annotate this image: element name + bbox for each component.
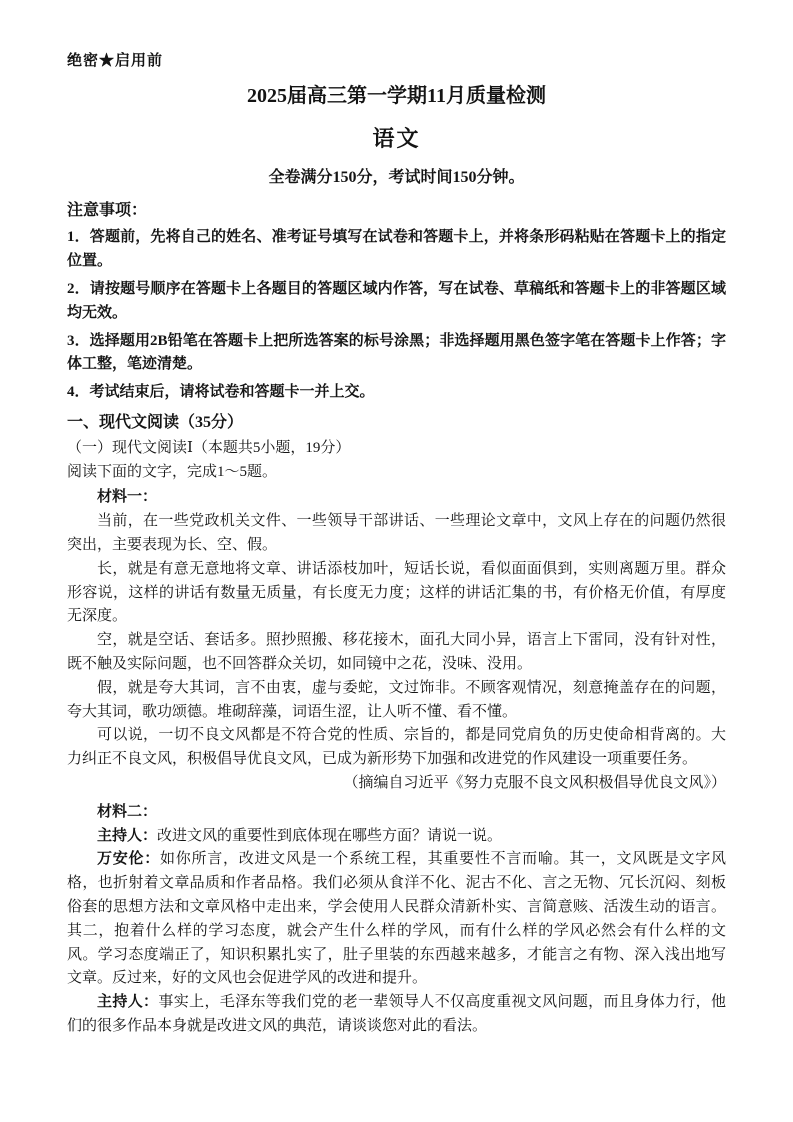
speaker-name: 主持人： xyxy=(97,827,158,844)
material-one-paragraph-5: 可以说，一切不良文风都是不符合党的性质、宗旨的，都是同党肩负的历史使命相背离的。大力纠正不良文风，积极倡导优良文风，已成为新形势下加强和改进党的作风建设一项重要任务。 xyxy=(67,727,726,768)
notice-item-3: 3．选择题用2B铅笔在答题卡上把所选答案的标号涂黑；非选择题用黑色签字笔在答题卡上作答；字体工整，笔迹清楚。 xyxy=(67,332,726,373)
subsection-heading: （一）现代文阅读Ⅰ（本题共5小题，19分） xyxy=(67,439,351,456)
exam-title: 2025届高三第一学期11月质量检测 xyxy=(247,84,546,107)
classification-label: 绝密★启用前 xyxy=(67,53,164,69)
material-two-label: 材料二： xyxy=(97,803,158,820)
dialogue-text: 改进文风的重要性到底体现在哪些方面？请说一说。 xyxy=(157,827,503,844)
reading-instruction: 阅读下面的文字，完成1～5题。 xyxy=(67,463,278,480)
material-one-attribution: （摘编自习近平《努力克服不良文风积极倡导优良文风》） xyxy=(343,774,726,791)
dialogue-line-2 xyxy=(67,848,726,991)
dialogue-text: 如你所言，改进文风是一个系统工程，其重要性不言而喻。其一，文风既是文字风格，也折射着文章品质和作者品格。我们必须从食洋不化、泥古不化、言之无物、冗长沉闷、刻板俗套的思想方法和文章风格中走出来，学会使用人民群众清新朴实、言简意赅、活泼生动的语言。其二，抱着什么样的学习态度，就会产生什么样的学风，而有什么样的学风必然会有什么样的文风。学习态度端正了，知识积累扎实了，肚子里装的东西越来越多，才能言之有物、深入浅出地写文章。反过来，好的文风也会促进学风的改进和提升。 xyxy=(67,851,726,987)
score-info: 全卷满分150分，考试时间150分钟。 xyxy=(268,168,525,186)
subject-title: 语文 xyxy=(372,125,421,151)
notice-item-4: 4．考试结束后，请将试卷和答题卡一并上交。 xyxy=(67,384,375,401)
speaker-name: 万安伦： xyxy=(97,851,160,868)
notice-item-1: 1．答题前，先将自己的姓名、准考证号填写在试卷和答题卡上，并将条形码粘贴在答题卡上的指定位置。 xyxy=(67,229,726,270)
material-one-paragraph-4: 假，就是夸大其词，言不由衷，虚与委蛇，文过饰非。不顾客观情况，刻意掩盖存在的问题，夸大其词，歌功颂德。堆砌辞藻，词语生涩，让人听不懂、看不懂。 xyxy=(67,679,726,720)
speaker-name: 主持人： xyxy=(97,994,159,1011)
dialogue-line-3 xyxy=(67,991,726,1039)
section-one-heading: 一、现代文阅读（35分） xyxy=(67,413,244,431)
dialogue-text: 事实上，毛泽东等我们党的老一辈领导人不仅高度重视文风问题，而且身体力行，他们的很多作品本身就是改进文风的典范，请谈谈您对此的看法。 xyxy=(67,994,726,1034)
material-one-label: 材料一： xyxy=(97,489,158,506)
notices-heading: 注意事项： xyxy=(67,201,148,219)
dialogue-line-1 xyxy=(67,825,726,849)
notice-item-2: 2．请按题号顺序在答题卡上各题目的答题区域内作答，写在试卷、草稿纸和答题卡上的非答题区域均无效。 xyxy=(67,280,726,321)
material-one-paragraph-1: 当前，在一些党政机关文件、一些领导干部讲话、一些理论文章中，文风上存在的问题仍然很突出，主要表现为长、空、假。 xyxy=(67,513,726,553)
material-one-paragraph-3: 空，就是空话、套话多。照抄照搬、移花接木，面孔大同小异，语言上下雷同，没有针对性，既不触及实际问题，也不回答群众关切，如同镜中之花，没味、没用。 xyxy=(67,632,726,672)
material-one-paragraph-2: 长，就是有意无意地将文章、讲话添枝加叶，短话长说，看似面面俱到，实则离题万里。群众形容说，这样的讲话有数量无质量，有长度无力度；这样的讲话汇集的书，有价格无价值，有厚度无深度。 xyxy=(67,560,726,625)
